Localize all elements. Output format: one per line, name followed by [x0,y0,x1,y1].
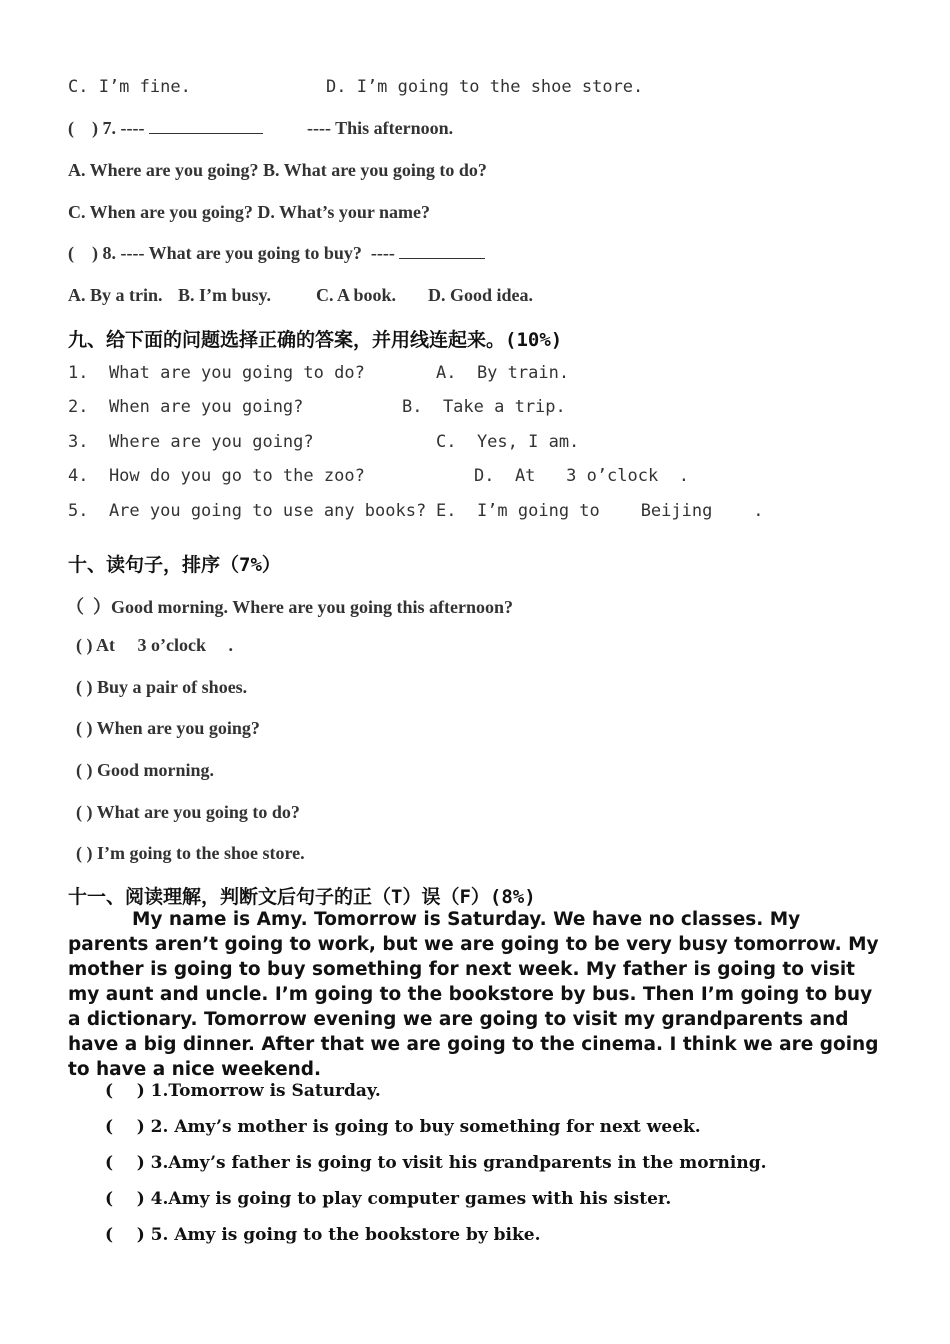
section-10-heading: 十、读句子，排序（7%） [68,554,281,576]
q8-prefix: ( ) 8. ---- What are you going to buy? ---- [68,243,400,263]
s10-item-7: ( ) I’m going to the shoe store. [76,843,305,863]
s11-statement-1: ( ) 1.Tomorrow is Saturday. [105,1081,381,1101]
s9-answer-d: D. At 3 o’clock . [474,466,689,486]
s9-question-2: 2. When are you going? [68,397,304,417]
s10-item-2: ( ) At 3 o’clock . [76,635,233,655]
s11-statement-5: ( ) 5. Amy is going to the bookstore by bike. [105,1225,541,1245]
s9-question-3: 3. Where are you going? [68,432,314,452]
q7-answer: ---- This afternoon. [307,118,454,138]
q8-line [68,243,485,264]
s10-item-6: ( ) What are you going to do? [76,802,300,822]
s10-item-3: ( ) Buy a pair of shoes. [76,677,248,697]
reading-passage [68,907,883,1082]
section-9-heading: 九、给下面的问题选择正确的答案，并用线连起来。(10%) [68,329,563,351]
q7-blank[interactable] [149,119,263,134]
s11-statement-2: ( ) 2. Amy’s mother is going to buy something for next week. [105,1117,701,1137]
reading-passage-text: My name is Amy. Tomorrow is Saturday. We have no classes. My parents aren’t going to work, but we are going to be very busy tomorrow. My mother is going to buy something for next week. My father is going to visit my aunt and uncle. I’m going to the bookstore by bus. Then I’m going to buy a dictionary. Tomorrow evening we are going to visit my grandparents and have a big dinner. After that we are going to the cinema. I think we are going to have a nice weekend. [68,909,879,1080]
s10-item-5: ( ) Good morning. [76,760,215,780]
s9-answer-a: A. By train. [436,363,570,383]
q7-options-ab: A. Where are you going? B. What are you going to do? [68,160,487,180]
s11-statement-3: ( ) 3.Amy’s father is going to visit his grandparents in the morning. [105,1153,767,1173]
q8-option-c: C. A book. [316,285,397,305]
s9-question-1: 1. What are you going to do? [68,363,365,383]
section-11-heading: 十一、阅读理解，判断文后句子的正（T）误（F）(8%) [68,886,536,908]
s9-answer-b: B. Take a trip. [402,397,566,417]
q7-options-cd: C. When are you going? D. What’s your name? [68,202,431,222]
s9-answer-c: C. Yes, I am. [436,432,580,452]
s9-answer-e: E. I’m going to Beijing . [436,501,764,521]
q8-blank[interactable] [399,244,485,259]
q8-option-d: D. Good idea. [428,285,534,305]
q8-option-a: A. By a trin. [68,285,163,305]
q7-prefix: ( ) 7. ---- [68,118,149,138]
s9-question-5: 5. Are you going to use any books? [68,501,427,521]
q7-line [68,118,263,139]
q8-option-b: B. I’m busy. [178,285,272,305]
s9-question-4: 4. How do you go to the zoo? [68,466,365,486]
s10-item-1: （ ）Good morning. Where are you going this afternoon? [66,597,514,617]
q6-option-d: D. I’m going to the shoe store. [326,77,644,97]
q6-option-c: C. I’m fine. [68,77,191,97]
s11-statement-4: ( ) 4.Amy is going to play computer games with his sister. [105,1189,672,1209]
s10-item-4: ( ) When are you going? [76,718,260,738]
